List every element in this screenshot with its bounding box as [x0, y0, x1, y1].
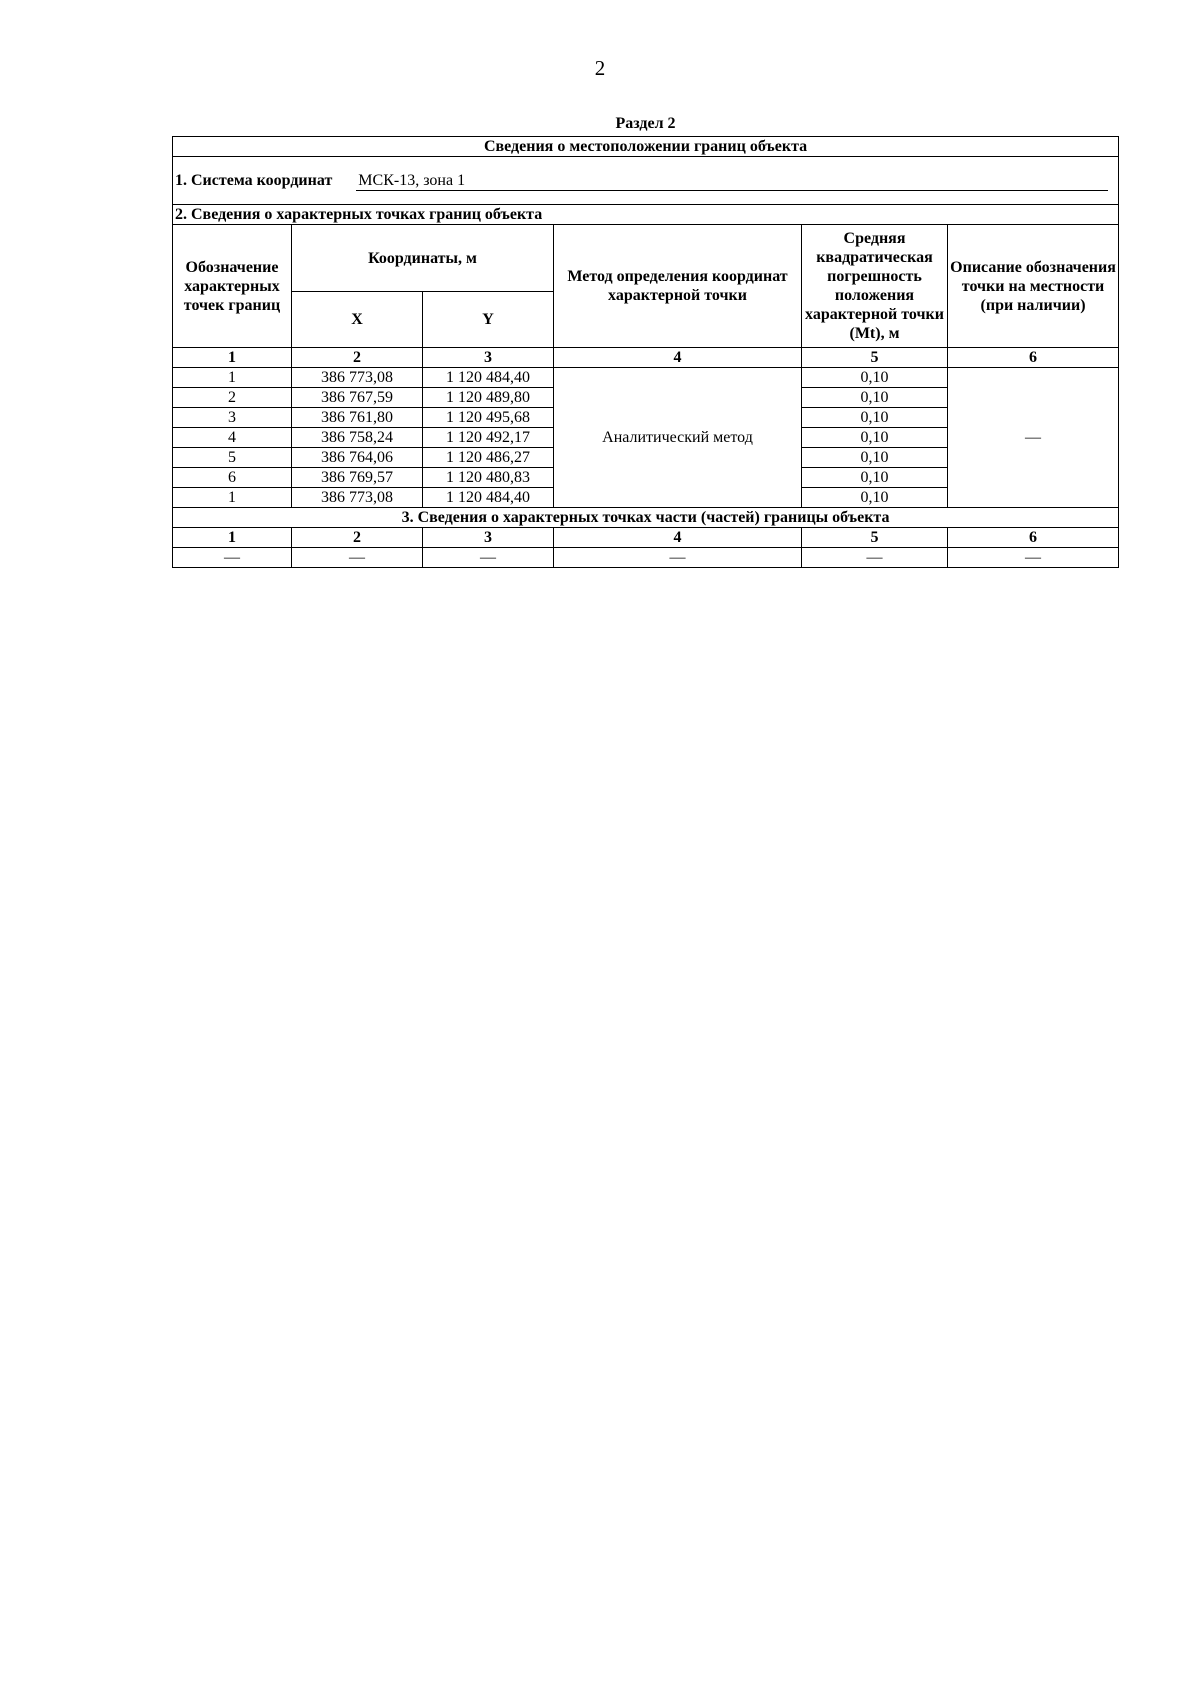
- point-id: 3: [173, 408, 292, 428]
- point-x: 386 761,80: [292, 408, 423, 428]
- point-y: 1 120 486,27: [423, 448, 554, 468]
- boundary-table: [172, 136, 1119, 568]
- point-x: 386 773,08: [292, 368, 423, 388]
- column-number: 5: [802, 528, 948, 548]
- page-number: 2: [594, 56, 606, 80]
- point-x: 386 767,59: [292, 388, 423, 408]
- column-numbers-row: [173, 348, 1119, 368]
- point-x: 386 773,08: [292, 488, 423, 508]
- point-y: 1 120 484,40: [423, 368, 554, 388]
- table-title: Сведения о местоположении границ объекта: [173, 137, 1119, 157]
- header-error: Средняя квадратическая погрешность положения характерной точки (Mt), м: [802, 225, 948, 348]
- parts-cell: —: [802, 548, 948, 568]
- column-number: 3: [423, 348, 554, 368]
- coord-system-cell: [173, 157, 1119, 205]
- parts-cell: —: [948, 548, 1119, 568]
- point-error: 0,10: [802, 468, 948, 488]
- column-number: 6: [948, 528, 1119, 548]
- header-y: Y: [423, 292, 554, 348]
- point-id: 2: [173, 388, 292, 408]
- header-method: Метод определения координат характерной точки: [554, 225, 802, 348]
- point-error: 0,10: [802, 428, 948, 448]
- point-error: 0,10: [802, 408, 948, 428]
- point-y: 1 120 492,17: [423, 428, 554, 448]
- column-number: 2: [292, 528, 423, 548]
- header-x: X: [292, 292, 423, 348]
- point-id: 1: [173, 368, 292, 388]
- table-row: [173, 368, 1119, 388]
- column-number: 5: [802, 348, 948, 368]
- point-y: 1 120 495,68: [423, 408, 554, 428]
- point-error: 0,10: [802, 388, 948, 408]
- point-id: 5: [173, 448, 292, 468]
- point-error: 0,10: [802, 488, 948, 508]
- header-description: Описание обозначения точки на местности (при наличии): [948, 225, 1119, 348]
- header-coordinates: Координаты, м: [292, 225, 554, 292]
- point-x: 386 764,06: [292, 448, 423, 468]
- method-value: Аналитический метод: [554, 368, 802, 508]
- point-error: 0,10: [802, 368, 948, 388]
- point-id: 1: [173, 488, 292, 508]
- point-x: 386 769,57: [292, 468, 423, 488]
- point-y: 1 120 489,80: [423, 388, 554, 408]
- parts-cell: —: [292, 548, 423, 568]
- column-number: 3: [423, 528, 554, 548]
- header-designation: Обозначение характерных точек границ: [173, 225, 292, 348]
- parts-cell: —: [554, 548, 802, 568]
- column-number: 6: [948, 348, 1119, 368]
- column-number: 4: [554, 528, 802, 548]
- section-title: Раздел 2: [615, 115, 676, 132]
- description-value: —: [948, 368, 1119, 508]
- coord-system-value: МСК-13, зона 1: [356, 171, 1108, 191]
- parts-cell: —: [423, 548, 554, 568]
- parts-section-title: 3. Сведения о характерных точках части (частей) границы объекта: [173, 508, 1119, 528]
- column-number: 1: [173, 528, 292, 548]
- column-number: 1: [173, 348, 292, 368]
- point-id: 6: [173, 468, 292, 488]
- points-section-title: 2. Сведения о характерных точках границ объекта: [173, 205, 1119, 225]
- parts-cell: —: [173, 548, 292, 568]
- point-error: 0,10: [802, 448, 948, 468]
- column-number: 4: [554, 348, 802, 368]
- parts-empty-row: [173, 548, 1119, 568]
- point-id: 4: [173, 428, 292, 448]
- coord-system-label: 1. Система координат: [175, 172, 333, 189]
- point-x: 386 758,24: [292, 428, 423, 448]
- point-y: 1 120 484,40: [423, 488, 554, 508]
- column-number: 2: [292, 348, 423, 368]
- point-y: 1 120 480,83: [423, 468, 554, 488]
- parts-column-numbers-row: [173, 528, 1119, 548]
